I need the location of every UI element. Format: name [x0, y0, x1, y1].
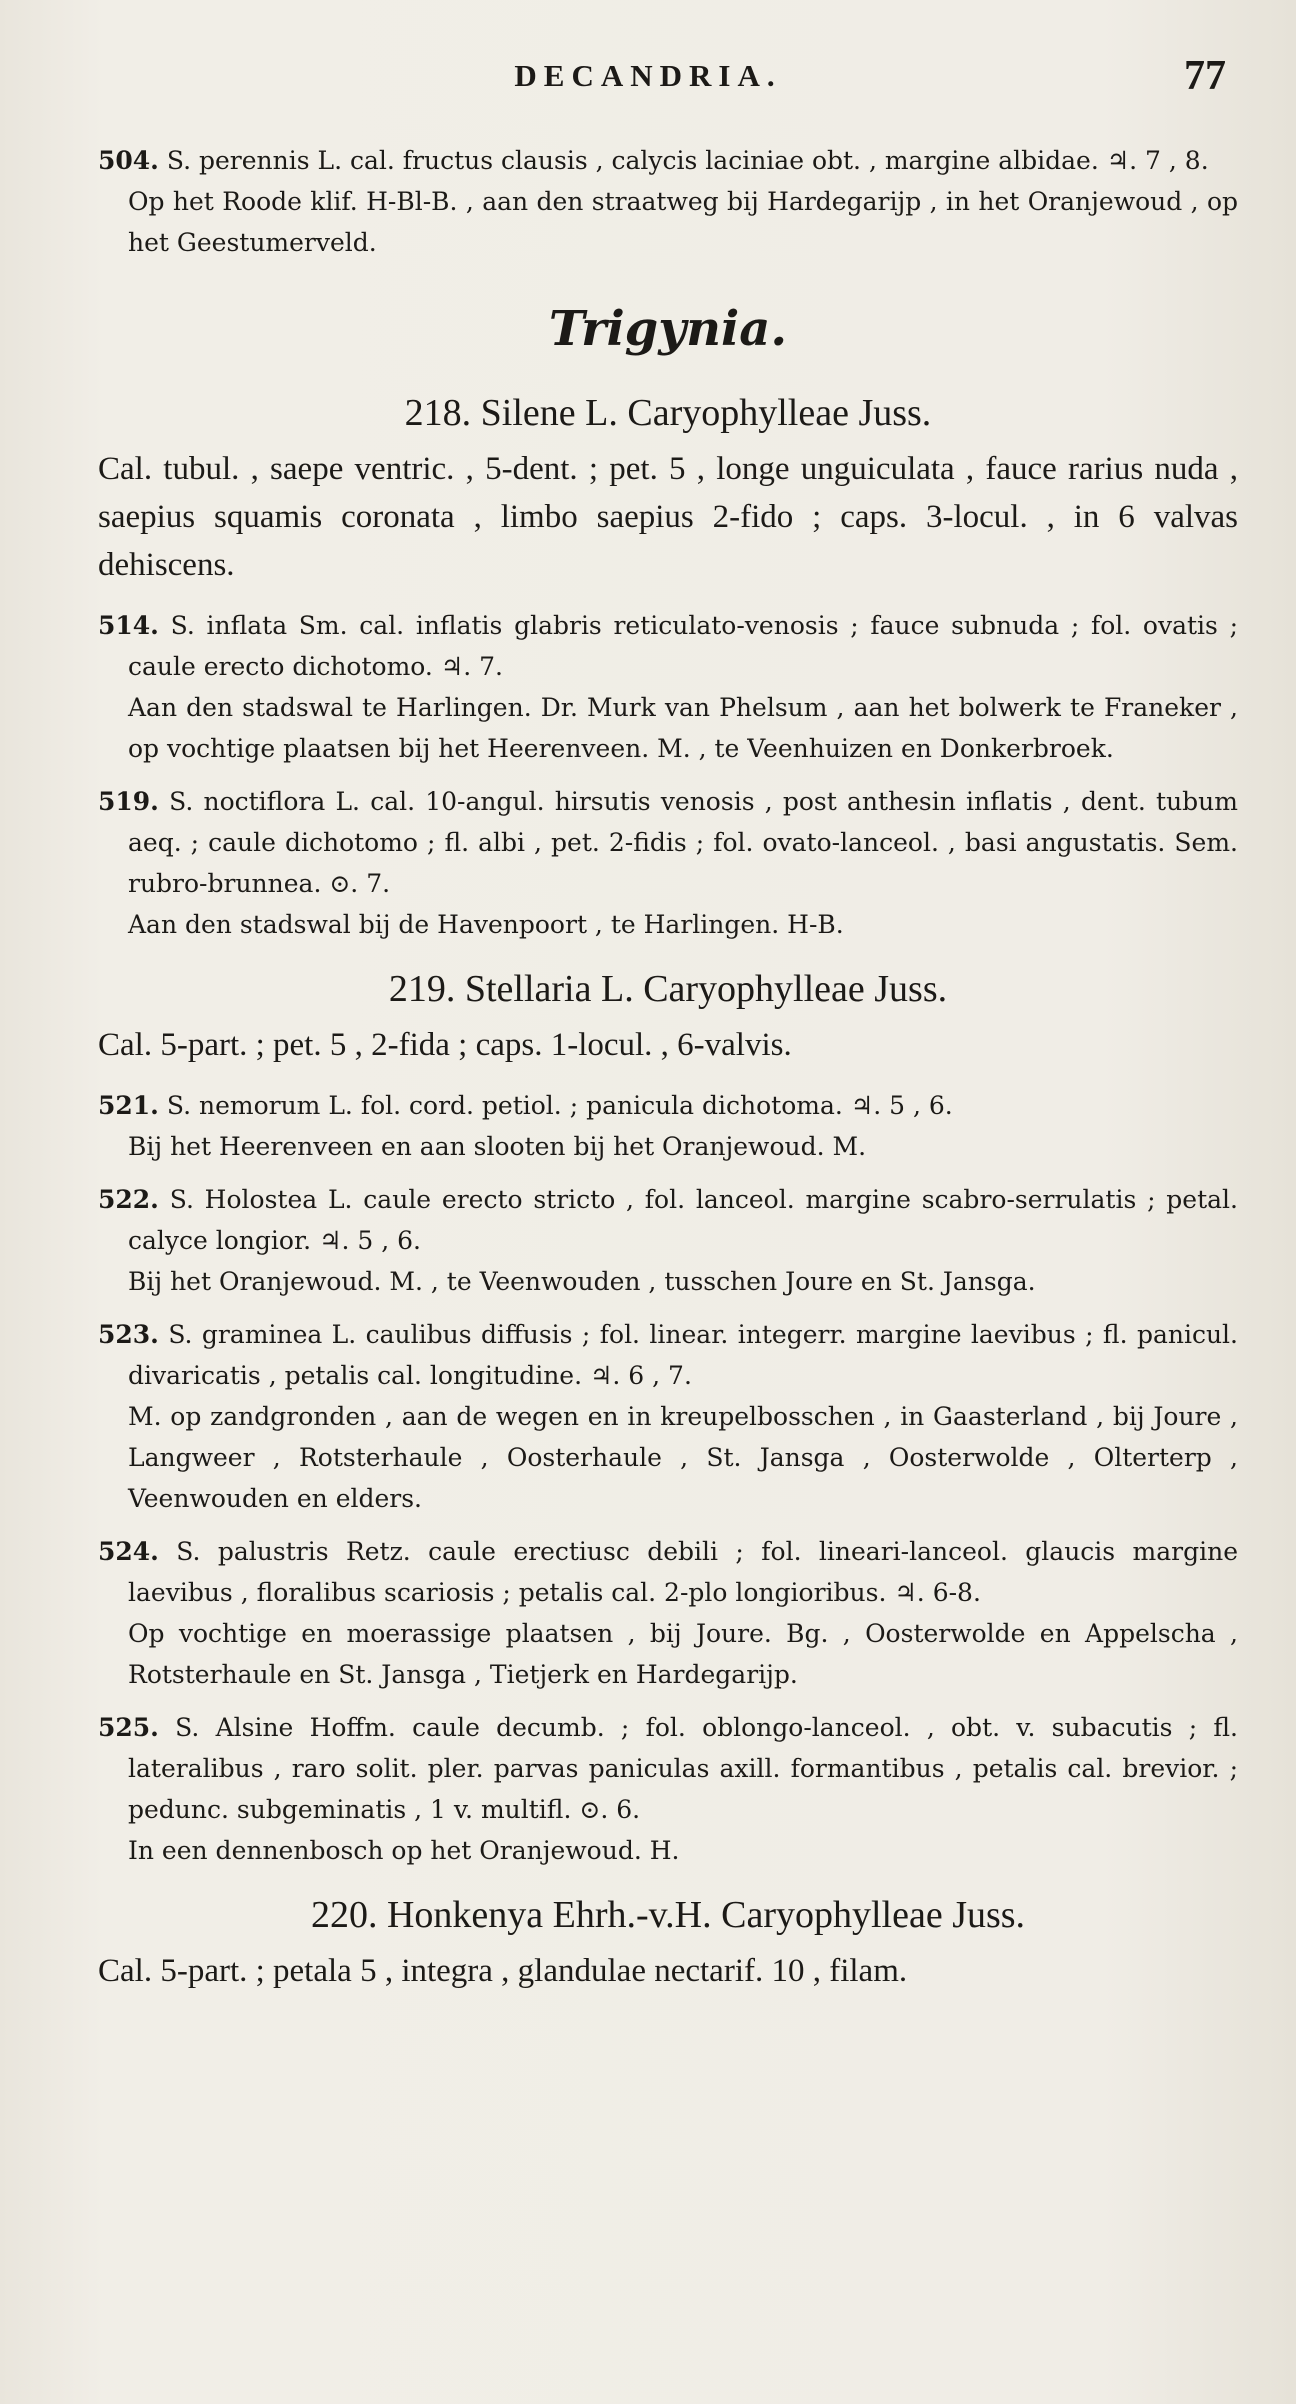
running-head: DECANDRIA.	[514, 58, 782, 93]
entry-locality: Aan den stadswal te Harlingen. Dr. Murk van Phelsum , aan het bolwerk te Franeker , op vochtige plaatsen bij het Heerenveen. M. , te Veenhuizen en Donkerbroek.	[128, 693, 1238, 763]
genus-description: Cal. tubul. , saepe ventric. , 5-dent. ; pet. 5 , longe unguiculata , fauce rarius nuda , saepius squamis coronata , limbo saepius 2-fido ; caps. 3-locul. , in 6 valvas dehiscens.	[98, 451, 1238, 583]
genus-description: Cal. 5-part. ; pet. 5 , 2-fida ; caps. 1-locul. , 6-valvis.	[98, 1027, 792, 1063]
entry-number: 523.	[98, 1320, 159, 1349]
entry-number: 514.	[98, 611, 159, 640]
genus-block	[98, 963, 1238, 1871]
genus-description: Cal. 5-part. ; petala 5 , integra , glandulae nectarif. 10 , filam.	[98, 1953, 908, 1989]
genus-block	[98, 1889, 1238, 1995]
page-number: 77	[1184, 53, 1226, 99]
entry-locality: In een dennenbosch op het Oranjewoud. H.	[128, 1836, 680, 1865]
genus-block	[98, 387, 1238, 945]
species-entry	[98, 1085, 1238, 1167]
entry-locality: Op vochtige en moerassige plaatsen , bij Joure. Bg. , Oosterwolde en Appelscha , Rotsterhaule en St. Jansga , Tietjerk en Hardegarijp.	[128, 1619, 1238, 1689]
species-entry	[98, 1314, 1238, 1519]
entry-number: 519.	[98, 787, 159, 816]
entry-text: S. Holostea L. caule erecto stricto , fol. lanceol. margine scabro-serrulatis ; petal. calyce longior. ♃. 5 , 6.	[128, 1185, 1238, 1255]
entry-text: S. nemorum L. fol. cord. petiol. ; panicula dichotoma. ♃. 5 , 6.	[166, 1091, 953, 1120]
entry-text: S. Alsine Hoffm. caule decumb. ; fol. oblongo-lanceol. , obt. v. subacutis ; fl. lateralibus , raro solit. pler. parvas paniculas axill. formantibus , petalis cal. brevior. ; pedunc. subgeminatis , 1 v. multifl. ⊙. 6.	[128, 1713, 1238, 1824]
entry-locality: Aan den stadswal bij de Havenpoort , te Harlingen. H-B.	[128, 910, 844, 939]
entry-number: 522.	[98, 1185, 159, 1214]
entry-text: S. palustris Retz. caule erectiusc debili ; fol. lineari-lanceol. glaucis margine laevibus , floralibus scariosis ; petalis cal. 2-plo longioribus. ♃. 6-8.	[128, 1537, 1238, 1607]
species-entry	[98, 1179, 1238, 1302]
genus-title: 219. Stellaria L. Caryophylleae Juss.	[388, 968, 948, 1010]
entry-text: S. noctiflora L. cal. 10-angul. hirsutis venosis , post anthesin inflatis , dent. tubum aeq. ; caule dichotomo ; fl. albi , pet. 2-fidis ; fol. ovato-lanceol. , basi angustatis. Sem. rubro-brunnea. ⊙. 7.	[128, 787, 1238, 898]
section-heading: Trigynia.	[548, 301, 788, 357]
entry-text: S. graminea L. caulibus diffusis ; fol. linear. integerr. margine laevibus ; fl. panicul. divaricatis , petalis cal. longitudine. ♃. 6 , 7.	[128, 1320, 1238, 1390]
species-entry	[98, 605, 1238, 769]
species-entry	[98, 1531, 1238, 1695]
species-entry	[98, 781, 1238, 945]
entry-text: S. perennis L. cal. fructus clausis , calycis laciniae obt. , margine albidae. ♃. 7 , 8.	[166, 146, 1209, 175]
entry-text: S. inflata Sm. cal. inflatis glabris reticulato-venosis ; fauce subnuda ; fol. ovatis ; caule erecto dichotomo. ♃. 7.	[128, 611, 1238, 681]
entry-number: 525.	[98, 1713, 159, 1742]
species-entry	[98, 140, 1238, 263]
entry-number: 524.	[98, 1537, 159, 1566]
entry-locality: Bij het Heerenveen en aan slooten bij het Oranjewoud. M.	[128, 1132, 867, 1161]
genus-title: 220. Honkenya Ehrh.-v.H. Caryophylleae Juss.	[310, 1894, 1026, 1936]
entry-number: 521.	[98, 1091, 159, 1120]
entry-locality: M. op zandgronden , aan de wegen en in kreupelbosschen , in Gaasterland , bij Joure , Langweer , Rotsterhaule , Oosterhaule , St. Jansga , Oosterwolde , Olterterp , Veenwouden en elders.	[128, 1402, 1238, 1513]
entry-locality: Op het Roode klif. H-Bl-B. , aan den straatweg bij Hardegarijp , in het Oranjewoud , op het Geestumerveld.	[128, 187, 1238, 257]
entry-number: 504.	[98, 146, 159, 175]
species-entry	[98, 1707, 1238, 1871]
genus-title: 218. Silene L. Caryophylleae Juss.	[404, 392, 932, 434]
entry-locality: Bij het Oranjewoud. M. , te Veenwouden , tusschen Joure en St. Jansga.	[128, 1267, 1036, 1296]
page-content	[98, 140, 1238, 2011]
